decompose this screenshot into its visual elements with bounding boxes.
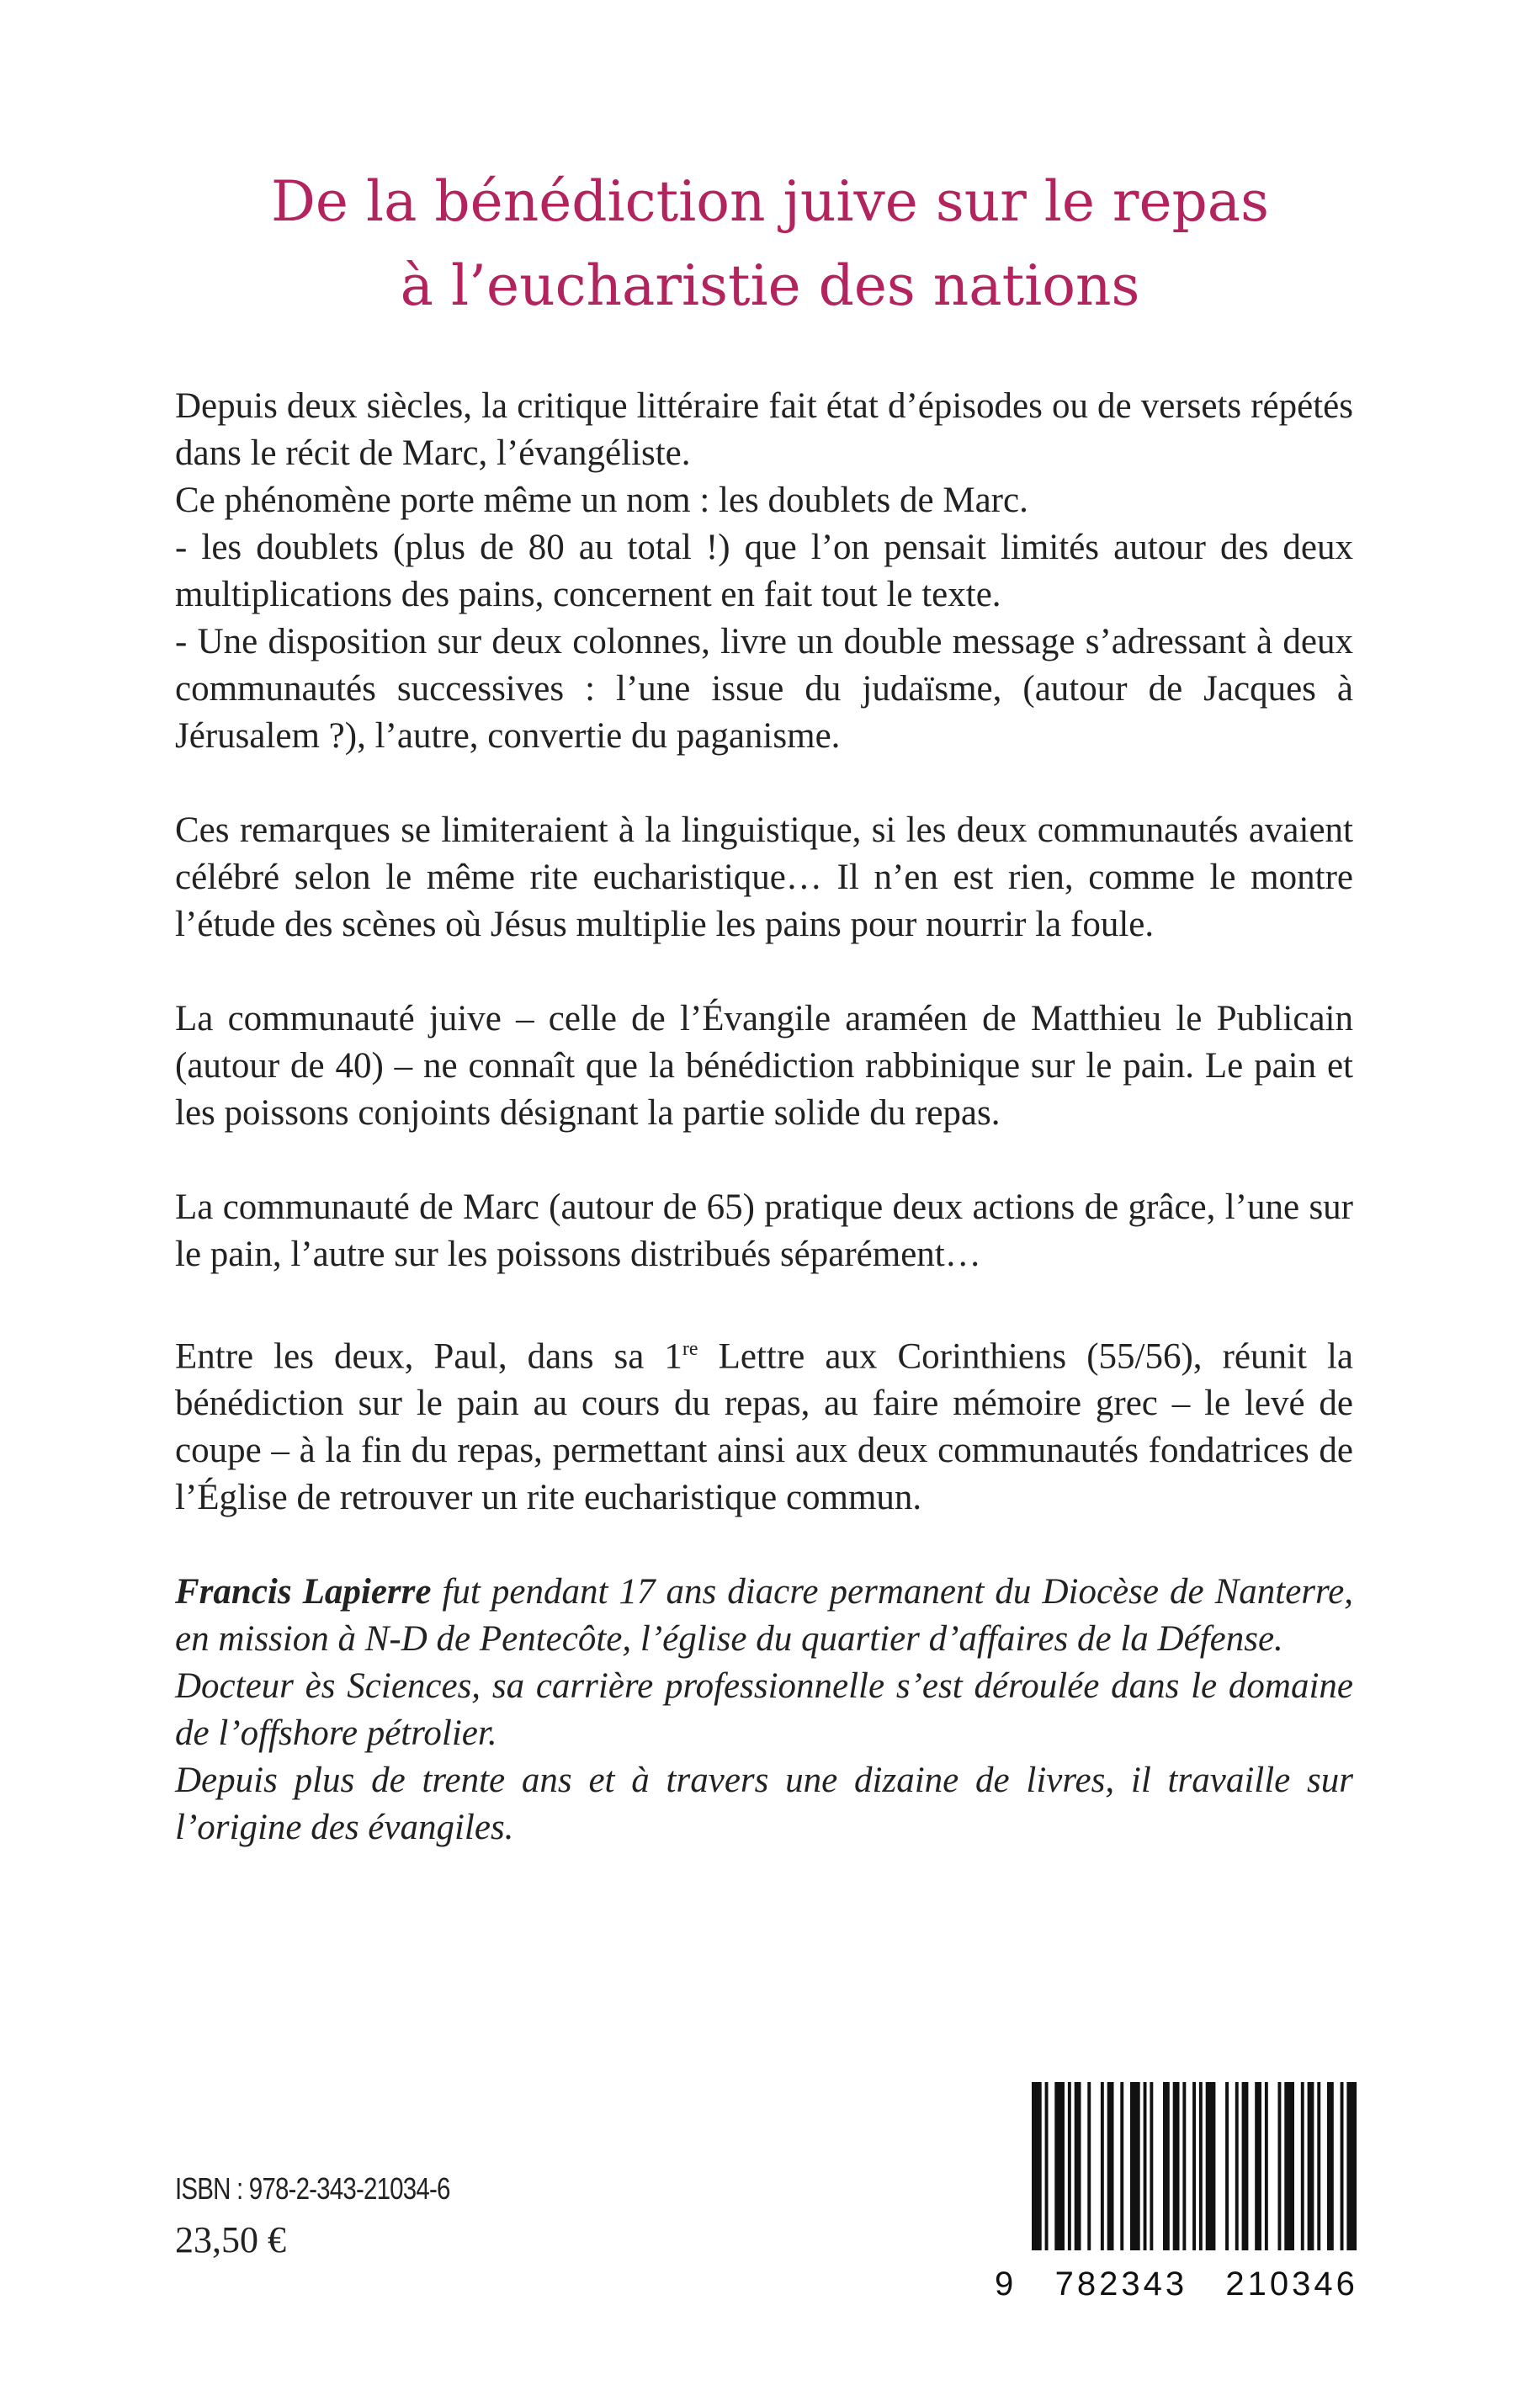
- barcode-bar: [1192, 2082, 1196, 2250]
- barcode-bar: [1150, 2082, 1153, 2250]
- barcode-bar: [1101, 2082, 1104, 2250]
- paragraph-1: [175, 383, 1353, 760]
- author-bio-line: [175, 1569, 1353, 1663]
- barcode-bar: [1206, 2082, 1216, 2250]
- paragraph-1-line: - les doublets (plus de 80 au total !) que l’on pensait limités autour des deux multiplications des pains, concernent en fait tout le texte.: [175, 528, 1353, 614]
- title-line-1: De la bénédiction juive sur le repas: [271, 169, 1269, 234]
- paragraph-4-text: La communauté de Marc (autour de 65) pratique deux actions de grâce, l’une sur le pain, l’autre sur les poissons distribués séparément…: [175, 1187, 1353, 1274]
- barcode-bar: [1075, 2082, 1081, 2250]
- isbn: ISBN : 978-2-343-21034-6: [175, 2171, 450, 2206]
- barcode-bar: [1225, 2082, 1229, 2250]
- barcode-bar: [1054, 2082, 1065, 2250]
- barcode-bar: [1120, 2082, 1123, 2250]
- paragraph-2: [175, 807, 1353, 948]
- author-bio-line: Docteur ès Sciences, sa carrière professionnelle s’est déroulée dans le domaine de l’offshore pétrolier.: [175, 1666, 1353, 1754]
- barcode-bar: [1255, 2082, 1261, 2250]
- barcode-bar: [1346, 2082, 1357, 2250]
- barcode-bar: [1130, 2082, 1140, 2250]
- ordinal-superscript: re: [682, 1338, 698, 1360]
- barcode-bar: [1308, 2082, 1314, 2250]
- paragraph-5: [175, 1325, 1353, 1522]
- blurb: [175, 383, 1353, 1899]
- barcode-bar: [1045, 2082, 1049, 2250]
- barcode-bar: [1284, 2082, 1294, 2250]
- paragraph-5-text: [175, 1325, 1353, 1522]
- barcode-bars: [995, 2082, 1365, 2260]
- paragraph-5-end: Lettre aux Corinthiens (55/56), réunit la bénédiction sur le pain au cours du repas, au faire mémoire grec – le levé de coupe – à la fin du repas, permettant ainsi aux deux communautés fondatrices de l’Église de retrouver un rite eucharistique commun.: [175, 1336, 1353, 1518]
- barcode-bar: [1107, 2082, 1114, 2250]
- author-bio-1: fut pendant 17 ans diacre permanent du Diocèse de Nanterre, en mission à N-D de Pentecôte, l’église du quartier d’affaires de la Défense.: [175, 1572, 1353, 1660]
- title-line-2: à l’eucharistie des nations: [400, 253, 1140, 318]
- book-title: [0, 160, 1540, 328]
- paragraph-3-text: La communauté juive – celle de l’Évangile araméen de Matthieu le Publicain (autour de 40) – ne connaît que la bénédiction rabbinique sur le pain. Le pain et les poissons conjoints désignant la partie solide du repas.: [175, 999, 1353, 1133]
- paragraph-1-line: Ce phénomène porte même un nom : les doublets de Marc.: [175, 481, 1028, 520]
- barcode-bar: [1265, 2082, 1268, 2250]
- barcode-bar: [1301, 2082, 1304, 2250]
- barcode-bar: [1199, 2082, 1203, 2250]
- barcode-digits: 9 782343 210346: [995, 2265, 1358, 2303]
- barcode-bar: [1235, 2082, 1239, 2250]
- barcode-bar: [1068, 2082, 1071, 2250]
- barcode-bar: [1242, 2082, 1249, 2250]
- barcode: [995, 2082, 1365, 2303]
- barcode-bar: [1144, 2082, 1147, 2250]
- barcode-bar: [1163, 2082, 1170, 2250]
- price: 23,50 €: [175, 2219, 286, 2260]
- paragraph-3: [175, 996, 1353, 1137]
- paragraph-5-start: Entre les deux, Paul, dans sa 1: [175, 1336, 682, 1377]
- pricing-info: [175, 2171, 510, 2261]
- barcode-bar: [1087, 2082, 1091, 2250]
- paragraph-2-text: Ces remarques se limiteraient à la linguistique, si les deux communautés avaient célébré selon le même rite eucharistique… Il n’en est rien, comme le montre l’étude des scènes où Jésus multiplie les pains pour nourrir la foule.: [175, 810, 1353, 944]
- paragraph-1-line: - Une disposition sur deux colonnes, livre un double message s’adressant à deux communautés successives : l’une issue du judaïsme, (autour de Jacques à Jérusalem ?), l’autre, convertie du paganisme.: [175, 622, 1353, 756]
- barcode-bar: [1173, 2082, 1180, 2250]
- barcode-bar: [1182, 2082, 1186, 2250]
- barcode-bar: [1278, 2082, 1282, 2250]
- author-name: Francis Lapierre: [175, 1572, 432, 1612]
- barcode-bar: [1341, 2082, 1344, 2250]
- author-bio-line: Depuis plus de trente ans et à travers une dizaine de livres, il travaille sur l’origine des évangiles.: [175, 1761, 1353, 1848]
- paragraph-1-line: Depuis deux siècles, la critique littéraire fait état d’épisodes ou de versets répétés dans le récit de Marc, l’évangéliste.: [175, 386, 1353, 473]
- author-bio: [175, 1569, 1353, 1851]
- barcode-bar: [1032, 2082, 1042, 2250]
- paragraph-4: [175, 1184, 1353, 1278]
- barcode-bar: [1327, 2082, 1334, 2250]
- barcode-bar: [1317, 2082, 1320, 2250]
